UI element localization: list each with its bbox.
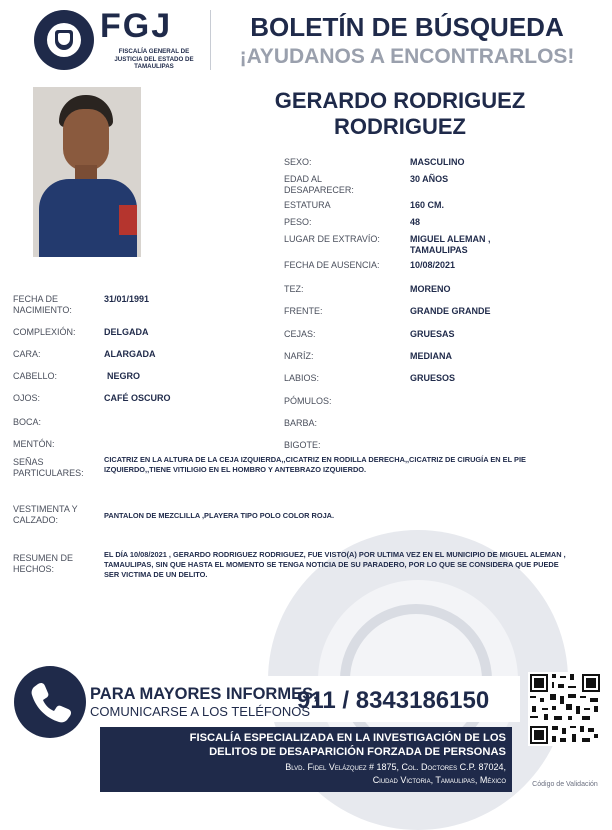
field-label-pomulos: PÓMULOS: xyxy=(284,396,332,406)
phone-icon-badge xyxy=(14,666,86,738)
phone-icon xyxy=(14,666,86,738)
resumen-text: EL DÍA 10/08/2021 , GERARDO RODRIGUEZ RODRIGUEZ, FUE VISTO(A) POR ULTIMA VEZ EN EL MUNICIPIO DE MIGUEL ALEMAN , TAMAULIPAS, SIN QUE HASTA EL MOMENTO SE TENGA NOTICIA DE SU PARADERO, POR LO QUE SE CONSIDERA QUE PUEDE SER VICTIMA DE UN DELITO. xyxy=(104,550,566,579)
field-value-tez: MORENO xyxy=(410,284,451,294)
logo-divider xyxy=(210,10,211,70)
field-label-cara: CARA: xyxy=(13,349,41,359)
field-label-complexion: COMPLEXIÓN: xyxy=(13,327,76,337)
info-line1: PARA MAYORES INFORMES, xyxy=(90,685,318,703)
field-label-barba: BARBA: xyxy=(284,418,318,428)
field-value-edad: 30 AÑOS xyxy=(410,174,449,184)
person-photo xyxy=(33,87,141,257)
field-label-sexo: SEXO: xyxy=(284,157,312,167)
page-title: BOLETÍN DE BÚSQUEDA xyxy=(250,12,564,42)
person-name-line2: RODRIGUEZ xyxy=(334,114,466,139)
field-label-menton: MENTÓN: xyxy=(13,439,55,449)
field-value-ojos: CAFÉ OSCURO xyxy=(104,393,171,403)
address-line2: Ciudad Victoria, Tamaulipas, México xyxy=(372,775,506,785)
vestimenta-text: PANTALON DE MEZCLILLA ,PLAYERA TIPO POLO COLOR ROJA. xyxy=(104,511,335,520)
field-value-lugar: MIGUEL ALEMAN , TAMAULIPAS xyxy=(410,234,491,255)
person-name-line1: GERARDO RODRIGUEZ xyxy=(274,88,526,113)
field-label-fecha-nacimiento: FECHA DE NACIMIENTO: xyxy=(13,294,72,315)
field-value-fecha-ausencia: 10/08/2021 xyxy=(410,260,456,270)
page-subtitle: ¡AYUDANOS A ENCONTRARLOS! xyxy=(239,45,575,68)
resumen-label: RESUMEN DE HECHOS: xyxy=(13,553,74,574)
field-value-estatura: 160 CM. xyxy=(410,200,445,210)
field-label-lugar: LUGAR DE EXTRAVÍO: xyxy=(284,234,380,244)
shield-icon xyxy=(47,23,81,57)
field-label-bigote: BIGOTE: xyxy=(284,440,321,450)
field-label-peso: PESO: xyxy=(284,217,312,227)
fiscalia-line2: DELITOS DE DESAPARICIÓN FORZADA DE PERSONAS xyxy=(209,746,506,758)
field-label-edad: EDAD AL DESAPARECER: xyxy=(284,174,354,195)
field-label-cejas: CEJAS: xyxy=(284,329,316,339)
qr-caption: Código de Validación xyxy=(532,781,598,788)
senas-text: CICATRIZ EN LA ALTURA DE LA CEJA IZQUIERDA,,CICATRIZ EN RODILLA DERECHA,,CICATRIZ DE CIRUGÍA EN EL PIE IZQUIERDO,,TIENE VITILIGIO EN EL HOMBRO Y ANTEBRAZO IZQUIERDO. xyxy=(104,455,526,474)
qr-code xyxy=(528,672,602,746)
field-value-cabello: NEGRO xyxy=(107,371,141,381)
field-label-fecha-ausencia: FECHA DE AUSENCIA: xyxy=(284,260,380,270)
field-value-labios: GRUESOS xyxy=(410,373,456,383)
phone-number: 911 / 8343186150 xyxy=(297,687,490,714)
info-line2: COMUNICARSE A LOS TELÉFONOS xyxy=(90,704,311,719)
logo-subtitle: FISCALÍA GENERAL DE JUSTICIA DEL ESTADO DE TAMAULIPAS xyxy=(114,48,194,70)
field-label-frente: FRENTE: xyxy=(284,306,323,316)
field-label-estatura: ESTATURA xyxy=(284,200,331,210)
logo-text: FGJ xyxy=(100,7,173,45)
field-value-fecha-nacimiento: 31/01/1991 xyxy=(104,294,150,304)
field-value-cejas: GRUESAS xyxy=(410,329,455,339)
field-label-nariz: NARÍZ: xyxy=(284,351,314,361)
address-line1: Blvd. Fidel Velázquez # 1875, Col. Doctores C.P. 87024, xyxy=(285,762,506,772)
senas-label: SEÑAS PARTICULARES: xyxy=(13,457,84,478)
fgj-logo xyxy=(34,10,94,70)
field-label-boca: BOCA: xyxy=(13,417,42,427)
vestimenta-label: VESTIMENTA Y CALZADO: xyxy=(13,504,78,525)
field-label-cabello: CABELLO: xyxy=(13,371,58,381)
field-value-sexo: MASCULINO xyxy=(410,157,465,167)
field-value-frente: GRANDE GRANDE xyxy=(410,306,491,316)
field-value-complexion: DELGADA xyxy=(104,327,149,337)
field-value-nariz: MEDIANA xyxy=(410,351,452,361)
field-label-tez: TEZ: xyxy=(284,284,304,294)
field-value-peso: 48 xyxy=(410,217,421,227)
field-value-cara: ALARGADA xyxy=(104,349,156,359)
fiscalia-line1: FISCALÍA ESPECIALIZADA EN LA INVESTIGACIÓN DE LOS xyxy=(189,732,506,744)
field-label-labios: LABIOS: xyxy=(284,373,320,383)
field-label-ojos: OJOS: xyxy=(13,393,41,403)
